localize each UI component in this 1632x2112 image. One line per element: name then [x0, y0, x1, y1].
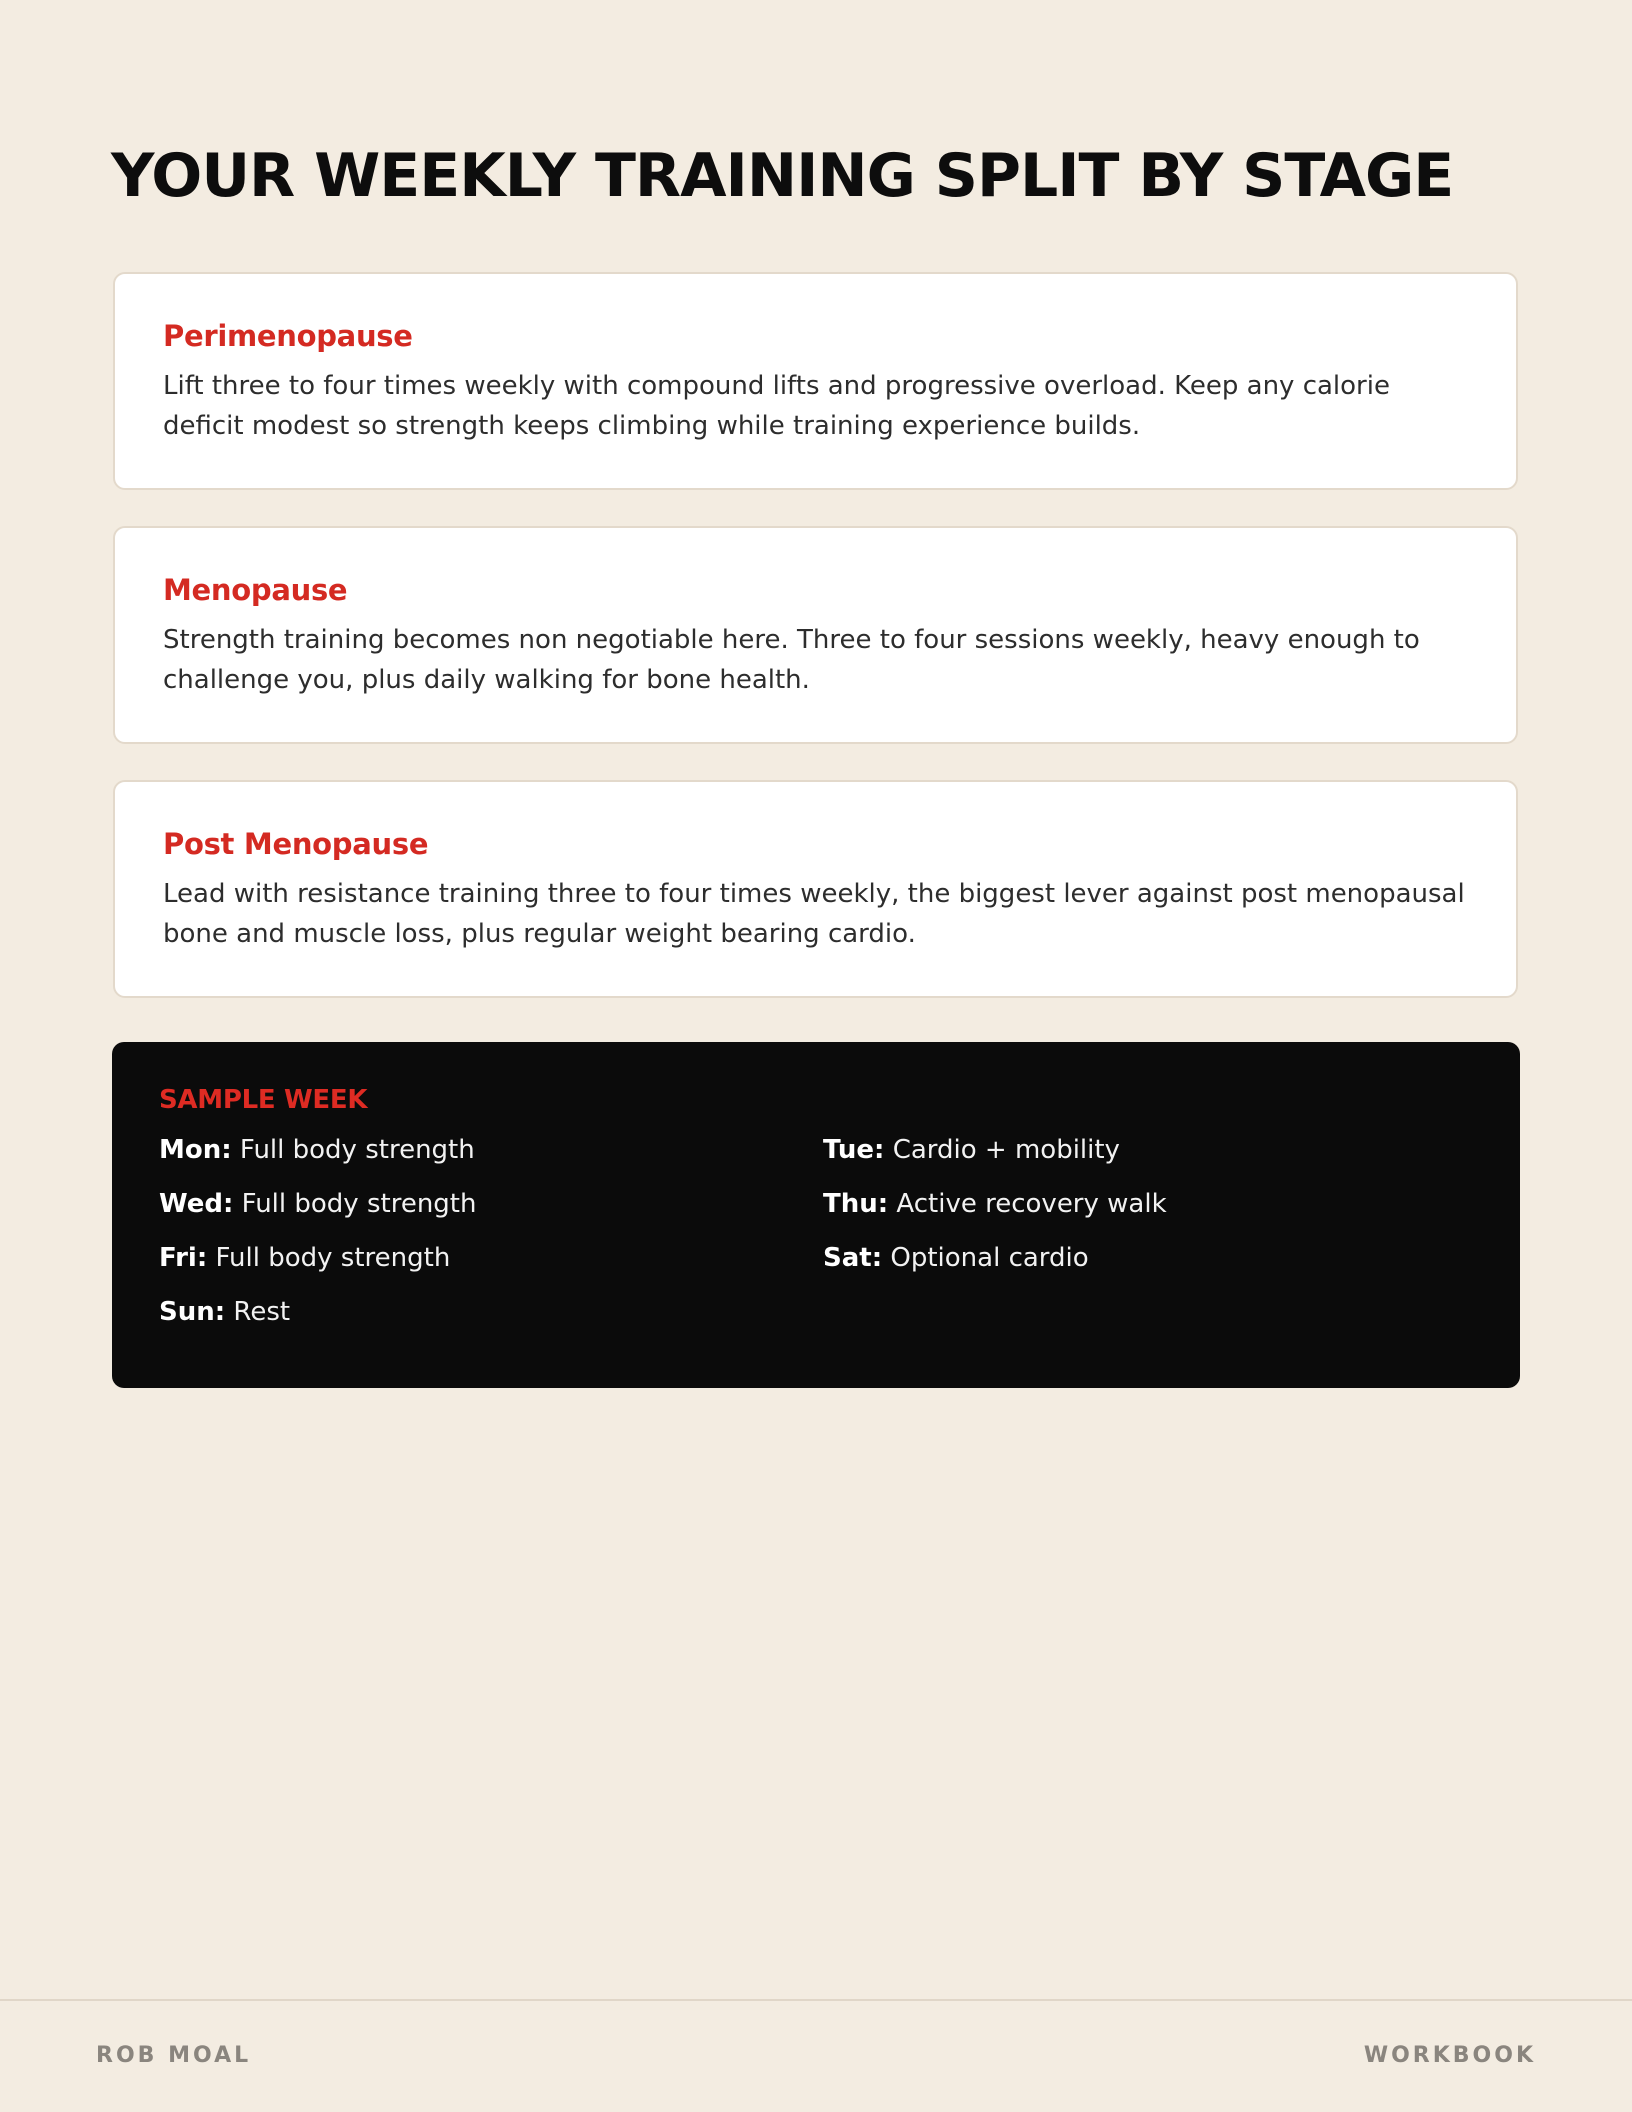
day-entry-friday [159, 1240, 823, 1294]
stage-description: Lead with resistance training three to four times weekly, the biggest lever against post menopausal bone and muscle loss, plus regular weight bearing cardio. [163, 879, 1465, 949]
day-entry-tuesday [823, 1132, 1487, 1186]
footer-author: ROB MOAL [96, 2043, 252, 2068]
page-title: YOUR WEEKLY TRAINING SPLIT BY STAGE [111, 141, 1454, 211]
day-entry-saturday [823, 1240, 1487, 1294]
stage-description: Lift three to four times weekly with compound lifts and progressive overload. Keep any calorie deficit modest so strength keeps climbing while training experience builds. [163, 371, 1390, 441]
day-activity: Cardio + mobility [892, 1135, 1120, 1165]
stage-title: Post Menopause [163, 827, 429, 861]
page-footer [0, 1999, 1632, 2112]
stage-card-menopause [113, 526, 1518, 744]
footer-label: WORKBOOK [1363, 2043, 1536, 2068]
stage-title: Perimenopause [163, 319, 413, 353]
day-activity: Active recovery walk [896, 1189, 1167, 1219]
day-activity: Rest [233, 1297, 291, 1327]
day-label: Tue: [823, 1135, 885, 1165]
day-label: Sun: [159, 1297, 226, 1327]
day-entry-thursday [823, 1186, 1487, 1240]
day-entry-monday [159, 1132, 823, 1186]
stage-description: Strength training becomes non negotiable here. Three to four sessions weekly, heavy enough to challenge you, plus daily walking for bone health. [163, 625, 1420, 695]
day-entry-sunday [159, 1294, 823, 1348]
stage-card-post-menopause [113, 780, 1518, 998]
stage-card-perimenopause [113, 272, 1518, 490]
stage-title: Menopause [163, 573, 348, 607]
sample-week-grid [159, 1132, 1473, 1348]
sample-week-panel [112, 1042, 1520, 1388]
day-activity: Full body strength [241, 1189, 477, 1219]
day-activity: Full body strength [239, 1135, 475, 1165]
day-entry-wednesday [159, 1186, 823, 1240]
day-activity: Optional cardio [890, 1243, 1089, 1273]
day-label: Sat: [823, 1243, 883, 1273]
sample-week-title: SAMPLE WEEK [159, 1085, 368, 1115]
day-label: Mon: [159, 1135, 232, 1165]
day-label: Wed: [159, 1189, 234, 1219]
day-activity: Full body strength [215, 1243, 451, 1273]
day-label: Thu: [823, 1189, 889, 1219]
day-label: Fri: [159, 1243, 208, 1273]
